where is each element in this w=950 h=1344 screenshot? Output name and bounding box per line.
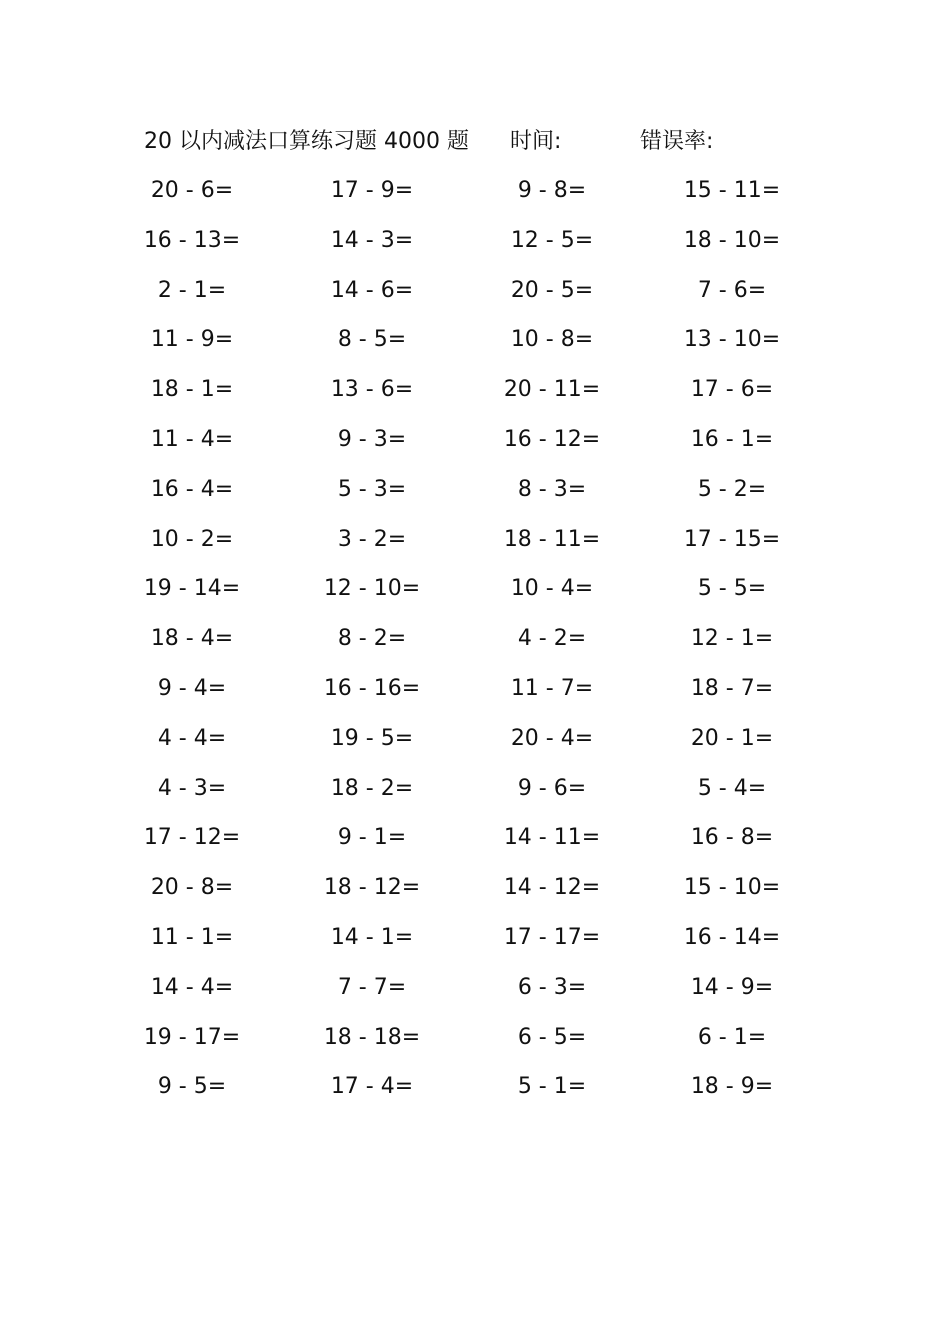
problem-item: 14 - 1= bbox=[330, 924, 414, 950]
problem-item: 18 - 2= bbox=[330, 775, 414, 801]
problem-item: 5 - 4= bbox=[697, 775, 767, 801]
problem-row bbox=[0, 1062, 950, 1112]
problem-item: 17 - 12= bbox=[143, 825, 241, 851]
problem-row bbox=[0, 913, 950, 963]
problem-item: 10 - 2= bbox=[150, 526, 234, 552]
problem-item: 19 - 17= bbox=[143, 1024, 241, 1050]
problem-row bbox=[0, 863, 950, 913]
problem-item: 14 - 9= bbox=[690, 974, 774, 1000]
problem-row bbox=[0, 963, 950, 1013]
problem-row bbox=[0, 764, 950, 814]
problem-item: 5 - 5= bbox=[697, 576, 767, 602]
worksheet-title: 20 以内减法口算练习题 4000 题 bbox=[144, 129, 469, 154]
problem-grid bbox=[0, 166, 950, 1112]
problem-item: 7 - 6= bbox=[697, 277, 767, 303]
problem-item: 8 - 3= bbox=[517, 476, 587, 502]
problem-item: 18 - 9= bbox=[690, 1074, 774, 1100]
problem-row bbox=[0, 216, 950, 266]
problem-item: 9 - 3= bbox=[337, 426, 407, 452]
problem-row bbox=[0, 266, 950, 316]
problem-item: 16 - 14= bbox=[683, 924, 781, 950]
problem-item: 12 - 10= bbox=[323, 576, 421, 602]
problem-item: 18 - 7= bbox=[690, 675, 774, 701]
problem-item: 10 - 8= bbox=[510, 327, 594, 353]
problem-item: 4 - 4= bbox=[157, 725, 227, 751]
problem-item: 19 - 5= bbox=[330, 725, 414, 751]
problem-row bbox=[0, 365, 950, 415]
problem-item: 2 - 1= bbox=[157, 277, 227, 303]
problem-item: 15 - 10= bbox=[683, 875, 781, 901]
problem-item: 17 - 17= bbox=[503, 924, 601, 950]
problem-row bbox=[0, 315, 950, 365]
problem-row bbox=[0, 714, 950, 764]
problem-item: 18 - 12= bbox=[323, 875, 421, 901]
problem-item: 20 - 1= bbox=[690, 725, 774, 751]
problem-item: 11 - 7= bbox=[510, 675, 594, 701]
problem-item: 18 - 10= bbox=[683, 227, 781, 253]
problem-item: 14 - 12= bbox=[503, 875, 601, 901]
problem-item: 6 - 5= bbox=[517, 1024, 587, 1050]
problem-item: 20 - 6= bbox=[150, 178, 234, 203]
problem-item: 9 - 8= bbox=[517, 178, 587, 203]
problem-item: 9 - 4= bbox=[157, 675, 227, 701]
problem-item: 4 - 2= bbox=[517, 626, 587, 652]
problem-row bbox=[0, 415, 950, 465]
problem-item: 18 - 4= bbox=[150, 626, 234, 652]
error-rate-label: 错误率: bbox=[640, 129, 714, 154]
problem-item: 16 - 1= bbox=[690, 426, 774, 452]
problem-item: 13 - 6= bbox=[330, 377, 414, 403]
problem-row bbox=[0, 813, 950, 863]
problem-item: 16 - 12= bbox=[503, 426, 601, 452]
problem-item: 6 - 3= bbox=[517, 974, 587, 1000]
problem-item: 11 - 1= bbox=[150, 924, 234, 950]
problem-item: 7 - 7= bbox=[337, 974, 407, 1000]
problem-item: 17 - 6= bbox=[690, 377, 774, 403]
problem-item: 11 - 4= bbox=[150, 426, 234, 452]
problem-item: 8 - 2= bbox=[337, 626, 407, 652]
problem-item: 18 - 11= bbox=[503, 526, 601, 552]
problem-row bbox=[0, 1013, 950, 1063]
problem-item: 15 - 11= bbox=[683, 178, 781, 203]
problem-item: 5 - 3= bbox=[337, 476, 407, 502]
problem-item: 19 - 14= bbox=[143, 576, 241, 602]
problem-row bbox=[0, 664, 950, 714]
time-label: 时间: bbox=[510, 129, 562, 154]
problem-item: 14 - 3= bbox=[330, 227, 414, 253]
worksheet-header bbox=[144, 122, 844, 162]
problem-item: 5 - 2= bbox=[697, 476, 767, 502]
problem-row bbox=[0, 465, 950, 515]
problem-item: 16 - 16= bbox=[323, 675, 421, 701]
problem-item: 11 - 9= bbox=[150, 327, 234, 353]
problem-item: 9 - 5= bbox=[157, 1074, 227, 1100]
problem-item: 9 - 6= bbox=[517, 775, 587, 801]
problem-item: 9 - 1= bbox=[337, 825, 407, 851]
problem-item: 17 - 15= bbox=[683, 526, 781, 552]
problem-row bbox=[0, 614, 950, 664]
problem-row bbox=[0, 564, 950, 614]
problem-item: 5 - 1= bbox=[517, 1074, 587, 1100]
problem-item: 12 - 5= bbox=[510, 227, 594, 253]
problem-item: 6 - 1= bbox=[697, 1024, 767, 1050]
problem-item: 14 - 4= bbox=[150, 974, 234, 1000]
problem-item: 16 - 8= bbox=[690, 825, 774, 851]
problem-item: 16 - 4= bbox=[150, 476, 234, 502]
problem-item: 10 - 4= bbox=[510, 576, 594, 602]
problem-item: 8 - 5= bbox=[337, 327, 407, 353]
problem-item: 17 - 9= bbox=[330, 178, 414, 203]
problem-item: 18 - 1= bbox=[150, 377, 234, 403]
problem-item: 20 - 4= bbox=[510, 725, 594, 751]
problem-item: 12 - 1= bbox=[690, 626, 774, 652]
problem-item: 18 - 18= bbox=[323, 1024, 421, 1050]
problem-item: 4 - 3= bbox=[157, 775, 227, 801]
problem-item: 14 - 11= bbox=[503, 825, 601, 851]
problem-item: 13 - 10= bbox=[683, 327, 781, 353]
problem-item: 17 - 4= bbox=[330, 1074, 414, 1100]
problem-item: 16 - 13= bbox=[143, 227, 241, 253]
problem-item: 14 - 6= bbox=[330, 277, 414, 303]
problem-row bbox=[0, 515, 950, 565]
problem-item: 20 - 5= bbox=[510, 277, 594, 303]
problem-item: 20 - 8= bbox=[150, 875, 234, 901]
problem-item: 3 - 2= bbox=[337, 526, 407, 552]
problem-row bbox=[0, 166, 950, 216]
problem-item: 20 - 11= bbox=[503, 377, 601, 403]
